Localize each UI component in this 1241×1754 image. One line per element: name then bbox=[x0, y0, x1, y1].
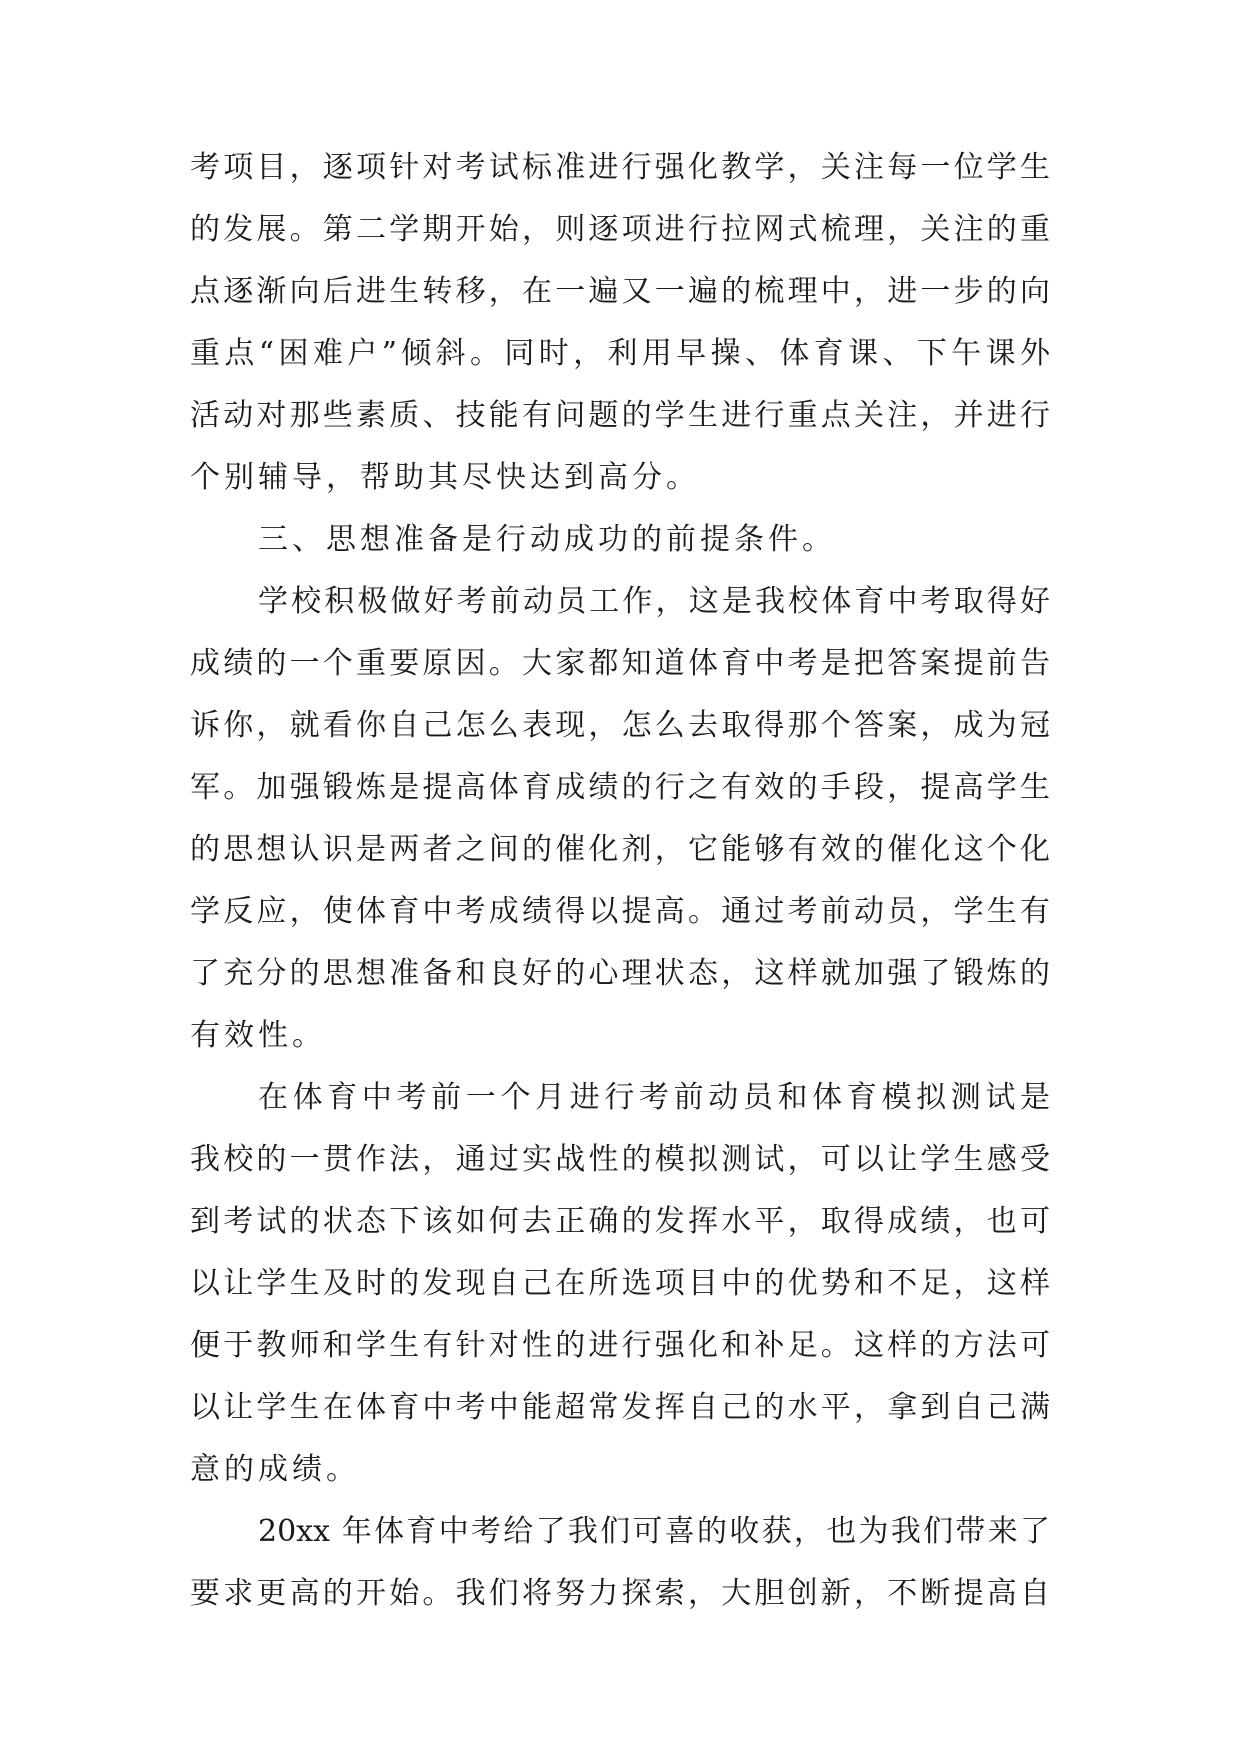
text-line: 活动对那些素质、技能有问题的学生进行重点关注，并进行 bbox=[190, 398, 1050, 433]
text-line: 有效性。 bbox=[190, 1018, 326, 1053]
text-line: 以让学生及时的发现自己在所选项目中的优势和不足，这样 bbox=[190, 1266, 1050, 1301]
text-line: 个别辅导，帮助其尽快达到高分。 bbox=[190, 460, 700, 495]
text-line: 的思想认识是两者之间的催化剂，它能够有效的催化这个化 bbox=[190, 832, 1050, 867]
text-line: 成绩的一个重要原因。大家都知道体育中考是把答案提前告 bbox=[190, 646, 1050, 681]
text-line: 重点“困难户”倾斜。同时，利用早操、体育课、下午课外 bbox=[190, 336, 1050, 371]
text-line: 意的成绩。 bbox=[190, 1452, 360, 1487]
text-line: 要求更高的开始。我们将努力探索，大胆创新，不断提高自 bbox=[190, 1576, 1050, 1611]
text-line: 学校积极做好考前动员工作，这是我校体育中考取得好 bbox=[258, 584, 1050, 619]
text-line: 20xx 年体育中考给了我们可喜的收获，也为我们带来了 bbox=[258, 1514, 1050, 1549]
text-line: 军。加强锻炼是提高体育成绩的行之有效的手段，提高学生 bbox=[190, 770, 1050, 805]
text-line: 在体育中考前一个月进行考前动员和体育模拟测试是 bbox=[258, 1080, 1050, 1115]
text-line: 点逐渐向后进生转移，在一遍又一遍的梳理中，进一步的向 bbox=[190, 274, 1050, 309]
text-line: 以让学生在体育中考中能超常发挥自己的水平，拿到自己满 bbox=[190, 1390, 1050, 1425]
text-line: 诉你，就看你自己怎么表现，怎么去取得那个答案，成为冠 bbox=[190, 708, 1050, 743]
text-line: 的发展。第二学期开始，则逐项进行拉网式梳理，关注的重 bbox=[190, 212, 1050, 247]
section-heading: 三、思想准备是行动成功的前提条件。 bbox=[258, 522, 836, 557]
text-line: 我校的一贯作法，通过实战性的模拟测试，可以让学生感受 bbox=[190, 1142, 1050, 1177]
text-line: 学反应，使体育中考成绩得以提高。通过考前动员，学生有 bbox=[190, 894, 1050, 929]
text-line: 考项目，逐项针对考试标准进行强化教学，关注每一位学生 bbox=[190, 150, 1050, 185]
text-line: 了充分的思想准备和良好的心理状态，这样就加强了锻炼的 bbox=[190, 956, 1050, 991]
text-line: 到考试的状态下该如何去正确的发挥水平，取得成绩，也可 bbox=[190, 1204, 1050, 1239]
text-line: 便于教师和学生有针对性的进行强化和补足。这样的方法可 bbox=[190, 1328, 1050, 1363]
